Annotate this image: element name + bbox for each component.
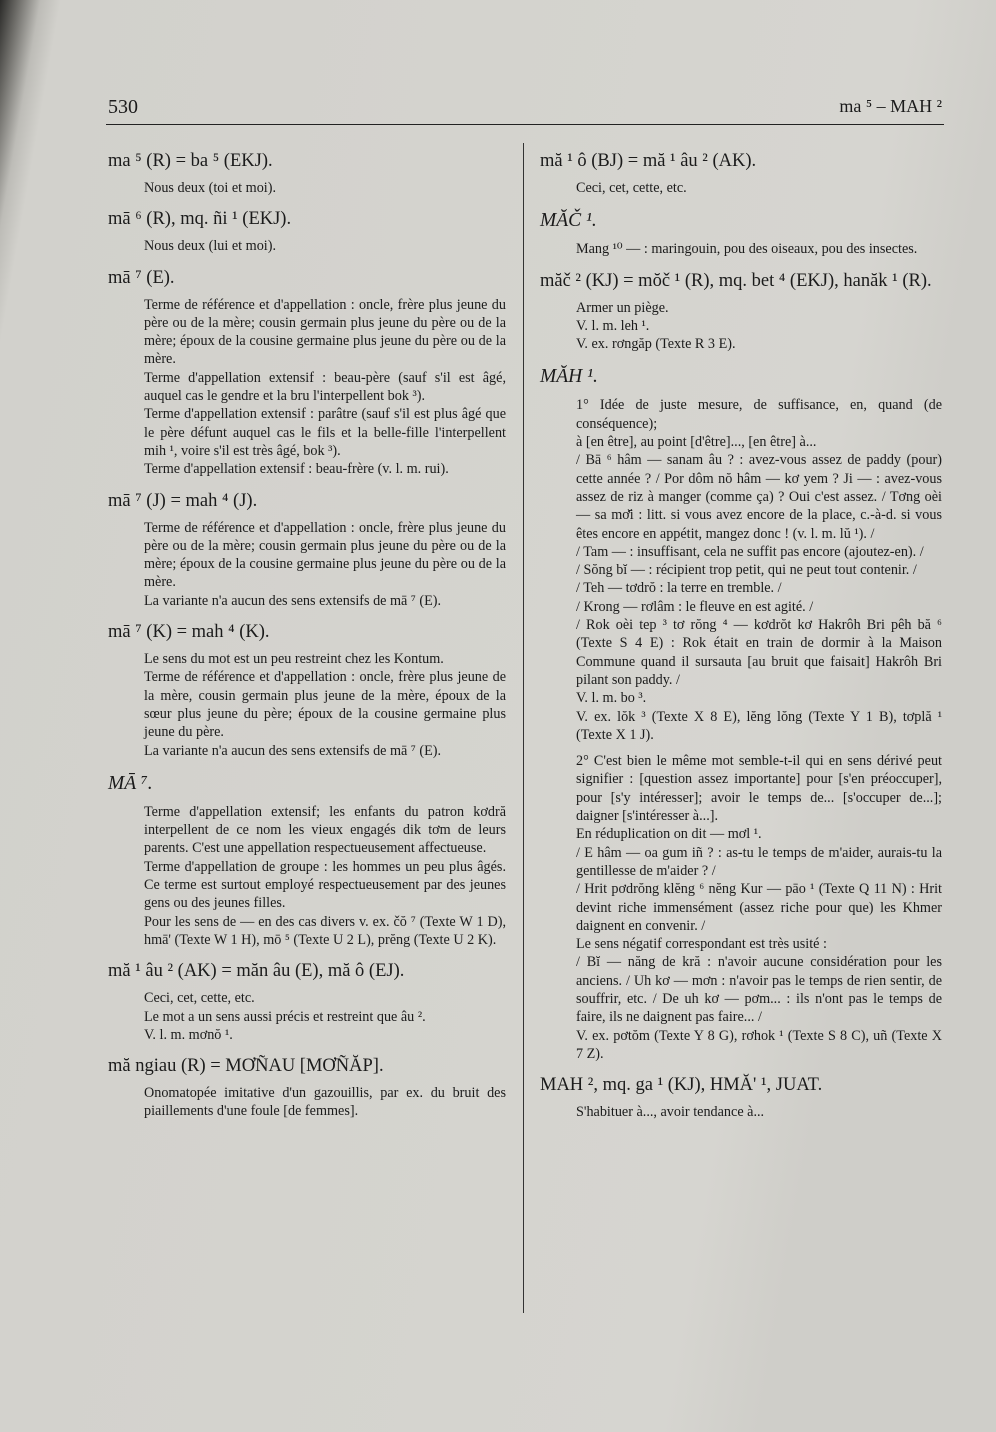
entry-text: V. ex. pơtŏm (Texte Y 8 G), rơhok ¹ (Texte S 8 C), uñ (Texte X 7 Z). [576,1027,942,1062]
entry-text: / Tam — : insuffisant, cela ne suffit pas encore (ajoutez-en). / [576,543,924,560]
entry-text: / E hâm — oa gum iñ ? : as-tu le temps de m'aider, aurais-tu la gentillesse de m'aider ? / [576,844,942,879]
entry-text: Nous deux (lui et moi). [144,238,277,255]
right-column [540,150,942,1132]
entry-text: Armer un piège. [576,299,669,316]
entry-text: V. l. m. mơnŏ ¹. [144,1026,233,1043]
headword: mă ¹ ô (BJ) = mă ¹ âu ² (AK). [540,151,757,171]
entry-text: / Hrit pơdrŏng klĕng ⁶ nĕng Kur — pāo ¹ (Texte Q 11 N) : Hrit devint riche immensément (assez riche pour que) les Khmer daignent en convenir. / [576,881,942,934]
entry-text: La variante n'a aucun des sens extensifs de mā ⁷ (E). [144,592,442,609]
page-number: 530 [108,96,138,118]
entry-text: Le mot a un sens aussi précis et restreint que âu ². [144,1008,426,1025]
entry-text: / Rok oèi tep ³ tơ rŏng ⁴ — kơdrŏt kơ Hakrôh Bri pêh bă ⁶ (Texte S 4 E) : Rok était en train de dormir à la Maison Commune quand il sursauta [au bruit que faisait] Hakrôh Bri pilant son paddy. / [576,617,942,688]
headword: măč ² (KJ) = mŏč ¹ (R), mq. bet ⁴ (EKJ), hanăk ¹ (R). [540,270,932,291]
entry-text: S'habituer à..., avoir tendance à... [576,1104,765,1121]
entry-text: Onomatopée imitative d'un gazouillis, par ex. du bruit des piaillements d'une foule [de femmes]. [144,1085,506,1120]
entry-text: / Bĭ — năng de kră : n'avoir aucune considération pour les anciens. / Uh kơ — mơn : n'avoir pas le temps de rien sentir, de souffrir, etc. / De uh kơ — pơm... : ils n'ont pas le temps de faire, ils ne daignent pas faire... / [576,954,942,1026]
entry [108,150,506,197]
entry-text: Le sens négatif correspondant est très usité : [576,936,827,953]
entry-text: / Teh — tơdrŏ : la terre en tremble. / [576,580,782,597]
entry-text: Ceci, cet, cette, etc. [144,990,255,1007]
entry-text: Pour les sens de — en des cas divers v. ex. čŏ ⁷ (Texte W 1 D), hmā' (Texte W 1 H), mō ⁵ (Texte U 2 L), prĕng (Texte U 2 K). [144,913,506,948]
entry-text: / Sŏng bĭ — : récipient trop petit, qui ne peut tout contenir. / [576,562,917,579]
entry-text: à [en être], au point [d'être]..., [en être] à... [576,434,817,451]
entry-text: Terme de référence et d'appellation : oncle, frère plus jeune de la mère, cousin germain plus jeune de la mère, époux de la sœur plus jeune du père; époux de la cousine germaine plus jeune du père. [144,669,506,741]
entry-text: Nous deux (toi et moi). [144,180,277,196]
entry-text: Terme d'appellation de groupe : les hommes un peu plus âgés. Ce terme est surtout employé respectueusement par des jeunes gens ou des jeunes filles. [144,858,506,912]
entry-text: Le sens du mot est un peu restreint chez les Kontum. [144,651,444,668]
entry-text: Terme de référence et d'appellation : oncle, frère plus jeune du père ou de la mère; cousin germain plus jeune du père ou de la mère; époux de la cousine germaine plus jeune du père ou de la mère. [144,519,506,591]
entry-text: Terme d'appellation extensif; les enfants du patron kơdră interpellent de ce nom les vieux engagés dik tơm de leurs parents. C'est une appellation respectueusement affectueuse. [144,803,506,857]
entry-text: / Krong — rơlâm : le fleuve en est agité. / [576,598,814,615]
entry-text: V. l. m. leh ¹. [576,317,650,334]
running-title: ma ⁵ – MAH ² [839,96,942,116]
headword: MAH ², mq. ga ¹ (KJ), HMĂ' ¹, JUAT. [540,1075,823,1096]
running-head [108,96,942,126]
header-rule [106,124,944,125]
column-divider [523,143,524,1313]
entry [108,267,506,479]
entry-text: 1° Idée de juste mesure, de suffisance, en, quand (de conséquence); [576,397,942,432]
headword: mă ¹ âu ² (AK) = măn âu (E), mă ô (EJ). [108,961,405,982]
entry [108,490,506,610]
headword: MĀ ⁷. [108,772,153,794]
entry-text: / Bā ⁶ hâm — sanam âu ? : avez-vous assez de paddy (pour) cette année ? / Por dôm nŏ hâm — kơ yem ? Ji — : avez-vous assez de riz à manger (comme ça) ? Oui c'est assez. / Tơng oèi — sa mơ̆i : litt. si vous avez encore de la place, c.-à-d. si vous êtes encore en appétit, mangez donc ! (v. l. m. lŭ ¹). / [576,452,942,542]
entry [108,1055,506,1121]
left-column [108,150,506,1132]
entry [540,270,942,354]
headword: MĂČ ¹. [540,210,597,232]
entry [108,621,506,760]
entry-text: En réduplication on dit — mơl ¹. [576,826,762,843]
headword: mā ⁷ (E). [108,267,175,288]
headword: mā ⁷ (K) = mah ⁴ (K). [108,622,270,643]
entry-text: Terme d'appellation extensif : parâtre (sauf s'il est plus âgé que le père défunt auquel cas le fils et la belle-fille l'interpellent mih ¹, voire s'il est très âgé, bok ³). [144,406,506,459]
headword: ma ⁵ (R) = ba ⁵ (EKJ). [108,151,273,171]
headword: mā ⁷ (J) = mah ⁴ (J). [108,490,258,511]
headword: mā ⁶ (R), mq. ñi ¹ (EKJ). [108,209,292,230]
entry-text: Ceci, cet, cette, etc. [576,180,687,196]
entry-text: Terme d'appellation extensif : beau-frère (v. l. m. rui). [144,461,449,478]
entry-text: V. l. m. bo ³. [576,690,647,707]
entry [540,364,942,1063]
entry-text: Terme de référence et d'appellation : oncle, frère plus jeune du père ou de la mère; cousin germain plus jeune du père ou de la mère; époux de la cousine germaine plus jeune du père ou de la mère. [144,296,506,368]
headword: mă ngiau (R) = MƠÑAU [MƠÑĂP]. [108,1056,384,1077]
entry [108,960,506,1044]
entry [540,208,942,258]
entry-text: La variante n'a aucun des sens extensifs de mā ⁷ (E). [144,742,442,759]
entry-text: Terme d'appellation extensif : beau-père (sauf s'il est âgé, auquel cas le gendre et la bru l'interpellent bok ³). [144,369,506,405]
entry-text: V. ex. rơngăp (Texte R 3 E). [576,336,736,353]
entry-text: V. ex. lŏk ³ (Texte X 8 E), lĕng lŏng (Texte Y 1 B), tơplă ¹ (Texte X 1 J). [576,708,942,743]
entry-text: 2° C'est bien le même mot semble-t-il qui en sens dérivé peut signifier : [question assez importante] pour [s'en préoccuper], pour [s'y intéresser]; avoir le temps de... [s'occuper de...]; daigner [s'intéresser à...]. [576,753,942,825]
entry [108,771,506,949]
entry-text: Mang ¹⁰ — : maringouin, pou des oiseaux, pou des insectes. [576,241,918,258]
entry [540,150,942,197]
headword: MĂH ¹. [540,366,598,388]
entry [540,1074,942,1121]
entry [108,208,506,255]
